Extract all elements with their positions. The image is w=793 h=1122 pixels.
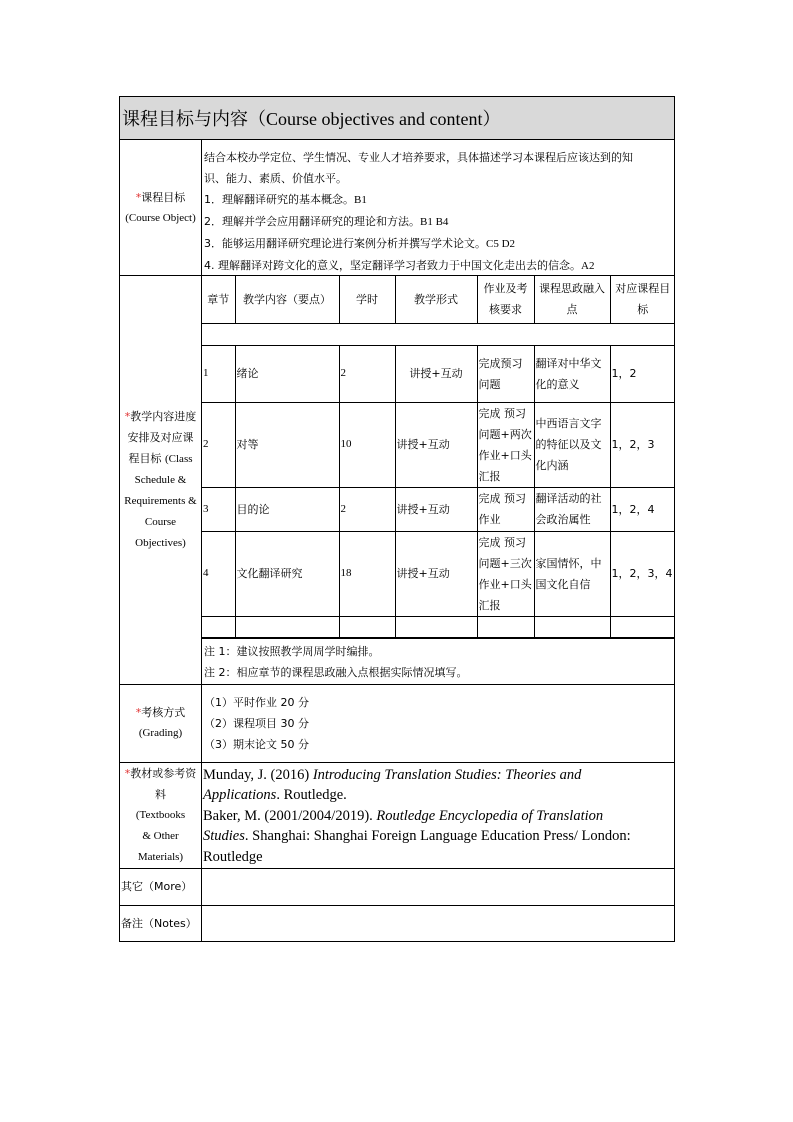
objectives-row	[119, 140, 675, 276]
more-label: 其它（More）	[120, 869, 202, 905]
required-mark: *	[124, 409, 131, 423]
table-empty-row	[202, 323, 675, 345]
objective-item: 4. 理解翻译对跨文化的意义，坚定翻译学习者致力于中国文化走出去的信念。A2	[204, 259, 595, 272]
col-header-homework: 作业及考核要求	[477, 276, 534, 323]
grading-content	[202, 685, 674, 755]
schedule-row	[119, 276, 675, 685]
objectives-label: *课程目标 (Course Object)	[120, 140, 202, 275]
section-header	[119, 96, 675, 140]
objectives-content: 结合本校办学定位、学生情况、专业人才培养要求，具体描述学习本课程后应该达到的知 识、能力、素质、价值水平。 1．理解翻译研究的基本概念。B1 2．理解并学会应用翻译研究的理论和方法。B1 B4 3．能够运用翻译研究理论进行案例分析并撰写学术论文。C5 D2 4. 理解翻译对跨文化的意义，坚定翻译学习者致力于中国文化走出去的信念。A2	[202, 140, 674, 277]
required-mark: *	[124, 766, 131, 780]
table-row: 1 绪论 2 讲授+互动 完成预习问题 翻译对中华文化的意义 1，2	[202, 345, 675, 402]
col-header-hours: 学时	[339, 276, 395, 323]
notes-row	[119, 906, 675, 942]
col-header-form: 教学形式	[395, 276, 477, 323]
col-header-ideology: 课程思政融入点	[534, 276, 610, 323]
grading-item: （2）课程项目 30 分	[204, 716, 309, 730]
table-empty-row	[202, 616, 675, 637]
objectives-intro: 结合本校办学定位、学生情况、专业人才培养要求，具体描述学习本课程后应该达到的知	[204, 151, 633, 164]
table-header-row	[202, 276, 675, 323]
grading-row	[119, 685, 675, 763]
col-header-objectives: 对应课程目标	[610, 276, 675, 323]
table-row: 4 文化翻译研究 18 讲授+互动 完成 预习问题+三次作业+口头汇报 家国情怀，中国文化自信 1，2，3，4	[202, 531, 675, 616]
note-1: 注 1：建议按照教学周周学时编排。	[204, 644, 380, 658]
objective-item: 2．理解并学会应用翻译研究的理论和方法。B1 B4	[204, 215, 449, 228]
grading-item: （3）期末论文 50 分	[204, 737, 309, 751]
table-row: 2 对等 10 讲授+互动 完成 预习问题+两次作业+口头汇报 中西语言文字的特征以及文化内涵 1，2，3	[202, 402, 675, 487]
note-2: 注 2：相应章节的课程思政融入点根据实际情况填写。	[204, 665, 468, 679]
col-header-chapter: 章节	[202, 276, 235, 323]
required-mark: *	[135, 706, 142, 719]
grading-item: （1）平时作业 20 分	[204, 695, 309, 709]
schedule-table	[202, 276, 675, 638]
course-form	[119, 96, 675, 942]
reference-2: Baker, M. (2001/2004/2019). Routledge Encyclopedia of Translation Studies. Shanghai: Shanghai Foreign Language Education Press/ London: Routledge	[203, 807, 631, 865]
table-row: 3 目的论 2 讲授+互动 完成 预习作业 翻译活动的社会政治属性 1，2，4	[202, 487, 675, 531]
grading-label: *考核方式 (Grading)	[120, 685, 202, 762]
objective-item: 3．能够运用翻译研究理论进行案例分析并撰写学术论文。C5 D2	[204, 237, 516, 250]
materials-content	[202, 763, 674, 868]
required-mark: *	[135, 190, 142, 204]
col-header-content: 教学内容（要点）	[235, 276, 339, 323]
materials-label: *教材或参考资料 (Textbooks & Other Materials)	[120, 763, 202, 868]
schedule-content	[202, 276, 674, 684]
reference-1: Munday, J. (2016) Introducing Translation Studies: Theories and Applications. Routledge.	[203, 766, 582, 803]
schedule-label: *教学内容进度 安排及对应课 程目标 (Class Schedule & Requirements & Course Objectives)	[120, 276, 202, 684]
notes-label: 备注（Notes）	[120, 906, 202, 941]
objective-item: 1．理解翻译研究的基本概念。B1	[204, 193, 367, 206]
section-title: 课程目标与内容（Course objectives and content）	[122, 109, 501, 129]
materials-row	[119, 763, 675, 869]
more-row	[119, 869, 675, 906]
schedule-notes	[202, 638, 674, 684]
